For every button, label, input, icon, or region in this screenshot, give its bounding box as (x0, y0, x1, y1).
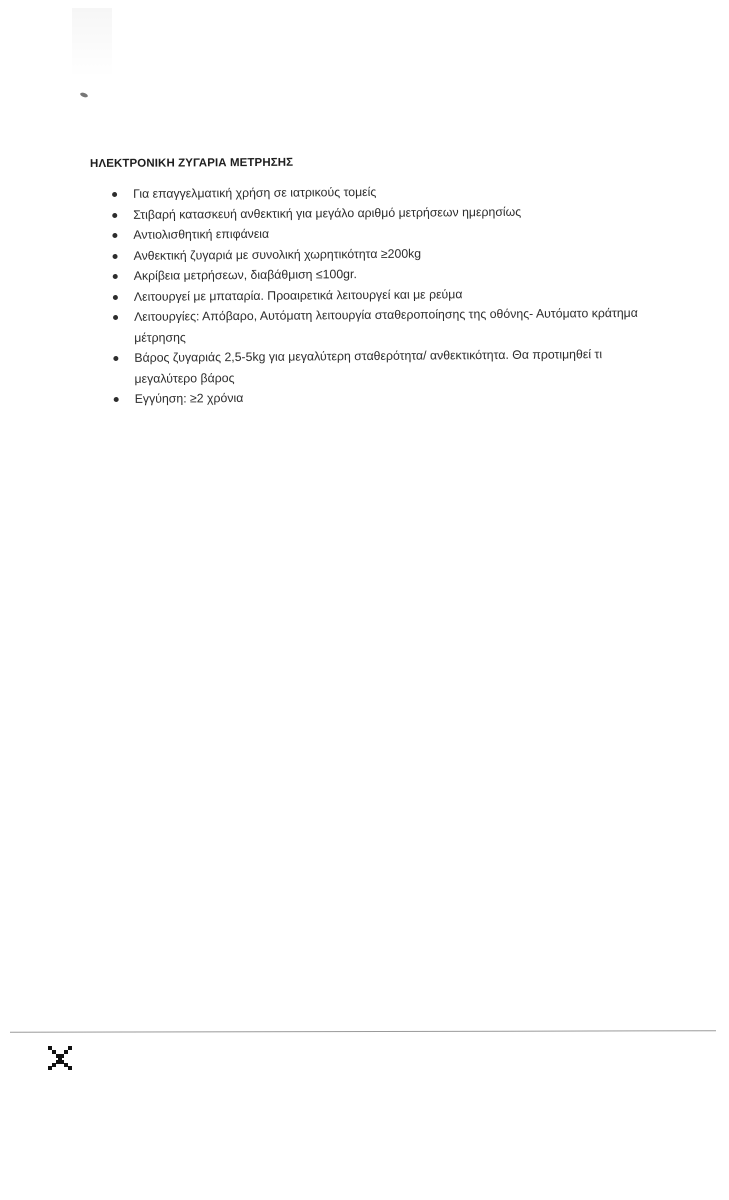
list-item: Λειτουργεί με μπαταρία. Προαιρετικά λειτουργεί και με ρεύμα (113, 282, 643, 307)
scan-marker-icon (48, 1046, 72, 1070)
list-item: Ανθεκτική ζυγαριά με συνολική χωρητικότητα ≥200kg (112, 241, 642, 266)
list-item: Βάρος ζυγαριάς 2,5-5kg για μεγαλύτερη σταθερότητα/ ανθεκτικότητα. Θα προτιμηθεί τι μεγαλύτερο βάρος (113, 344, 643, 389)
scan-speck (80, 92, 89, 98)
specification-list (112, 180, 644, 410)
scan-shadow (72, 8, 112, 78)
list-item: Εγγύηση: ≥2 χρόνια (114, 385, 644, 410)
page-title: ΗΛΕΚΤΡΟΝΙΚΗ ΖΥΓΑΡΙΑ ΜΕΤΡΗΣΗΣ (90, 156, 294, 170)
list-item: Στιβαρή κατασκευή ανθεκτική για μεγάλο αριθμό μετρήσεων ημερησίως (112, 200, 642, 225)
list-item: Αντιολισθητική επιφάνεια (112, 221, 642, 246)
list-item: Λειτουργίες: Απόβαρο, Αυτόματη λειτουργία σταθεροποίησης της οθόνης- Αυτόματο κράτημα μέτρησης (113, 303, 643, 348)
footer-divider (10, 1030, 716, 1032)
list-item: Ακρίβεια μετρήσεων, διαβάθμιση ≤100gr. (113, 262, 643, 287)
list-item: Για επαγγελματική χρήση σε ιατρικούς τομείς (112, 180, 642, 205)
